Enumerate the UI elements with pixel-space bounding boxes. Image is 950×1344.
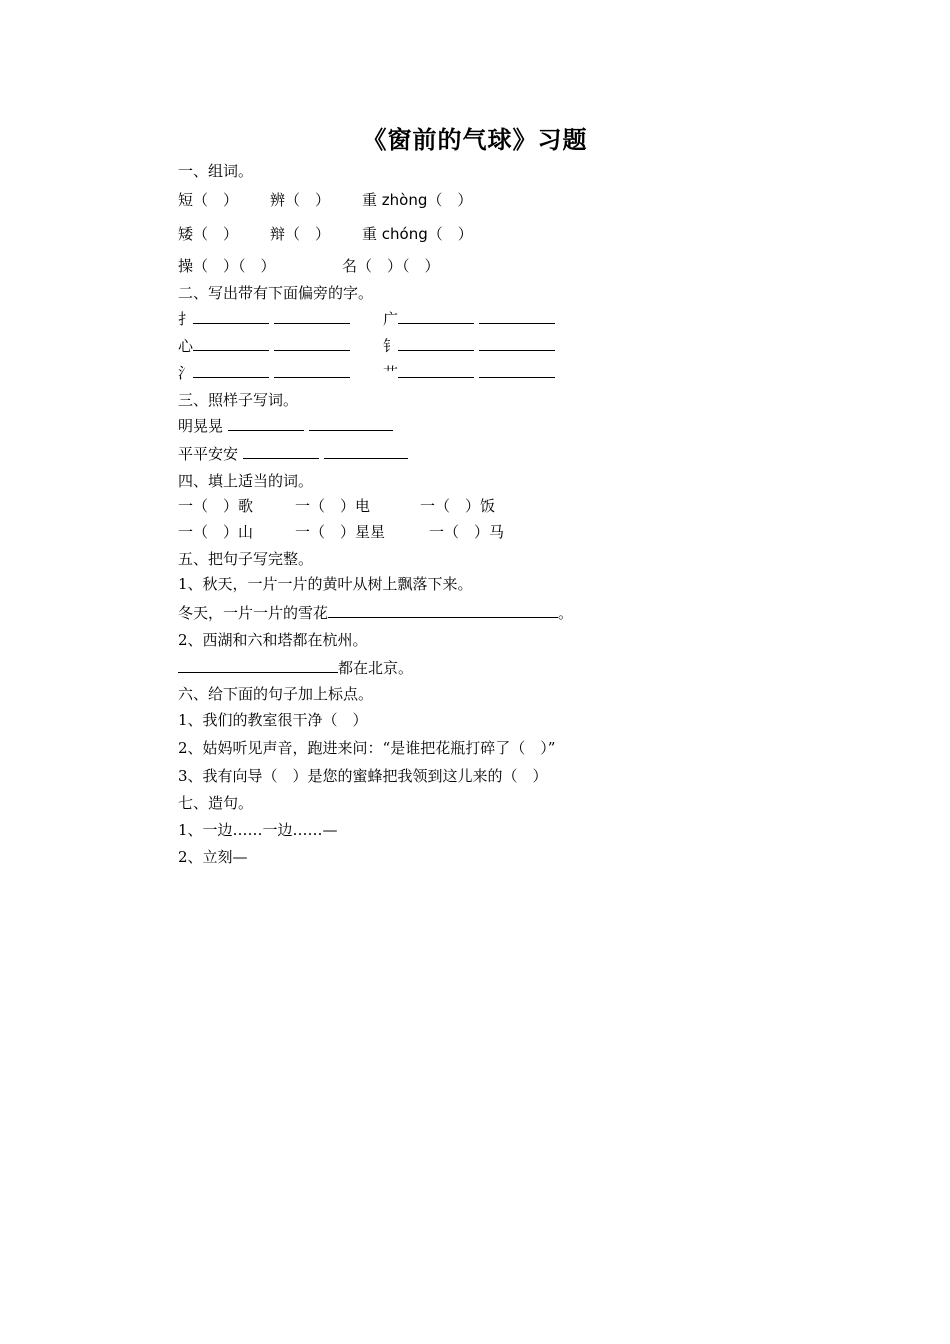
answer-blank [274, 336, 350, 351]
s1-r1-c-pinyin: zhòng [381, 191, 428, 209]
answer-blank [309, 416, 393, 431]
section-1-heading: 一、组词。 [178, 162, 254, 180]
answer-blank [193, 363, 269, 378]
s1-row-2 [178, 224, 473, 244]
answer-blank [328, 603, 558, 618]
s1-r1-a: 短（ ） [178, 191, 239, 209]
s2-row-1 [178, 309, 555, 329]
s5-question-2: 2、西湖和六和塔都在杭州。 [178, 631, 368, 649]
s3-row-2 [178, 444, 408, 464]
answer-blank [178, 658, 338, 673]
answer-blank [193, 309, 269, 324]
s3-row-1 [178, 416, 393, 436]
s6-question-3: 3、我有向导（ ）是您的蜜蜂把我领到这儿来的（ ） [178, 767, 548, 785]
section-6-heading: 六、给下面的句子加上标点。 [178, 685, 374, 703]
s5-answer-1-suffix: 。 [558, 604, 574, 622]
s1-r1-c-char: 重 [362, 191, 378, 209]
answer-blank [193, 336, 269, 351]
answer-blank [243, 444, 319, 459]
s1-r3-a: 操（ ）（ ） [178, 257, 276, 275]
s1-r1-b: 辨（ ） [270, 191, 331, 209]
answer-blank [398, 336, 474, 351]
section-5-heading: 五、把句子写完整。 [178, 550, 314, 568]
s7-question-2: 2、立刻— [178, 848, 248, 866]
s1-r2-c-blank: （ ） [427, 225, 473, 243]
s1-r2-c-char: 重 [362, 225, 378, 243]
page-title: 《窗前的气球》习题 [362, 125, 588, 154]
answer-blank [479, 336, 555, 351]
s6-question-2: 2、姑妈听见声音，跑进来问：“是谁把花瓶打碎了（ ）” [178, 739, 556, 757]
answer-blank [398, 363, 474, 378]
section-2-heading: 二、写出带有下面偏旁的字。 [178, 284, 374, 302]
s1-r3-b: 名（ ）（ ） [342, 257, 440, 275]
s2-row-3 [178, 363, 555, 383]
section-3-heading: 三、照样子写词。 [178, 391, 299, 409]
s1-r2-c [362, 224, 473, 244]
s1-r2-b: 辩（ ） [270, 225, 331, 243]
radical-label: 氵 [178, 364, 194, 382]
s4-row-2 [178, 522, 504, 542]
s4-row-1 [178, 496, 495, 516]
s4-r1-c: 一（ ）饭 [420, 497, 496, 515]
s1-r1-c-blank: （ ） [427, 191, 473, 209]
answer-blank [398, 309, 474, 324]
s1-row-1 [178, 190, 472, 210]
example-word: 平平安安 [178, 445, 239, 463]
section-4-heading: 四、填上适当的词。 [178, 472, 314, 490]
radical-label: 广 [383, 310, 399, 328]
radical-label: 扌 [178, 310, 194, 328]
s4-r2-b: 一（ ）星星 [295, 523, 386, 541]
s2-row-2 [178, 336, 555, 356]
answer-blank [228, 416, 304, 431]
s5-answer-1-prefix: 冬天，一片一片的雪花 [178, 604, 329, 622]
radical-label: 心 [178, 337, 194, 355]
s4-r1-a: 一（ ）歌 [178, 497, 254, 515]
s1-r2-c-pinyin: chóng [381, 225, 428, 243]
s1-r1-c [362, 190, 472, 210]
section-7-heading: 七、造句。 [178, 794, 254, 812]
s7-question-1: 1、一边……一边……— [178, 821, 338, 839]
radical-label: 艹 [383, 364, 399, 382]
answer-blank [479, 363, 555, 378]
s4-r2-a: 一（ ）山 [178, 523, 254, 541]
radical-label: 钅 [383, 337, 399, 355]
answer-blank [324, 444, 408, 459]
answer-blank [274, 309, 350, 324]
answer-blank [479, 309, 555, 324]
s1-row-3 [178, 256, 440, 276]
s5-answer-2 [178, 658, 413, 678]
s1-r2-a: 矮（ ） [178, 225, 239, 243]
s5-answer-2-suffix: 都在北京。 [338, 659, 414, 677]
answer-blank [274, 363, 350, 378]
s4-r1-b: 一（ ）电 [295, 497, 371, 515]
s5-answer-1 [178, 603, 573, 623]
s6-question-1: 1、我们的教室很干净（ ） [178, 711, 368, 729]
s5-question-1: 1、秋天，一片一片的黄叶从树上飘落下来。 [178, 575, 473, 593]
s4-r2-c: 一（ ）马 [429, 523, 505, 541]
example-word: 明晃晃 [178, 417, 224, 435]
